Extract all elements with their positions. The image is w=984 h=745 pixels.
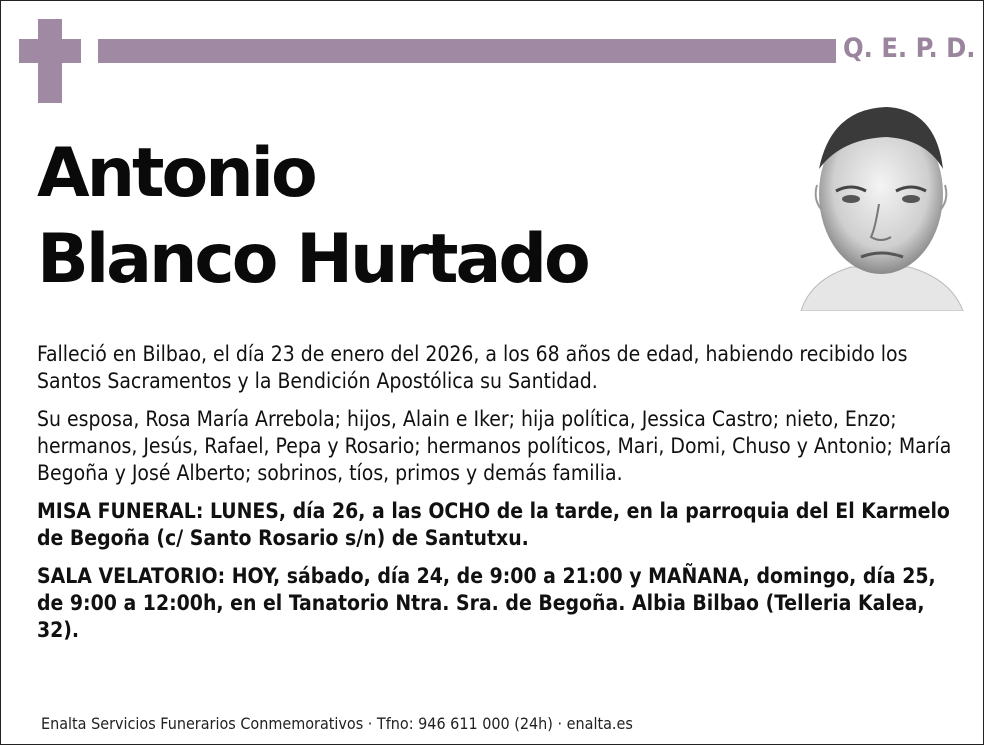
- header-rule: [98, 39, 836, 63]
- funeral-paragraph: MISA FUNERAL: LUNES, día 26, a las OCHO de la tarde, en la parroquia del El Karmelo de Begoña (c/ Santo Rosario s/n) de Santutxu.: [37, 499, 950, 550]
- surnames: Blanco Hurtado: [37, 220, 588, 299]
- family-paragraph: Su esposa, Rosa María Arrebola; hijos, Alain e Iker; hija política, Jessica Castro; nieto, Enzo; hermanos, Jesús, Rafael, Pepa y Rosario; hermanos políticos, Mari, Domi, Chuso y Antonio; María Begoña y José Alberto; sobrinos, tíos, primos y demás familia.: [37, 407, 952, 485]
- deceased-name: [37, 131, 588, 303]
- obituary-body: [37, 341, 952, 655]
- death-notice-paragraph: Falleció en Bilbao, el día 23 de enero del 2026, a los 68 años de edad, habiendo recibido los Santos Sacramentos y la Bendición Apostólica su Santidad.: [37, 342, 908, 393]
- portrait-photo: [791, 99, 969, 311]
- wake-paragraph: SALA VELATORIO: HOY, sábado, día 24, de 9:00 a 21:00 y MAÑANA, domingo, día 25, de 9:00 a 12:00h, en el Tanatorio Ntra. Sra. de Begoña. Albia Bilbao (Telleria Kalea, 32).: [37, 564, 936, 642]
- cross-icon-bar: [19, 39, 81, 63]
- footer-credit: Enalta Servicios Funerarios Conmemorativos · Tfno: 946 611 000 (24h) · enalta.es: [41, 714, 633, 733]
- first-name: Antonio: [37, 134, 315, 213]
- qepd-badge: Q. E. P. D.: [843, 33, 976, 64]
